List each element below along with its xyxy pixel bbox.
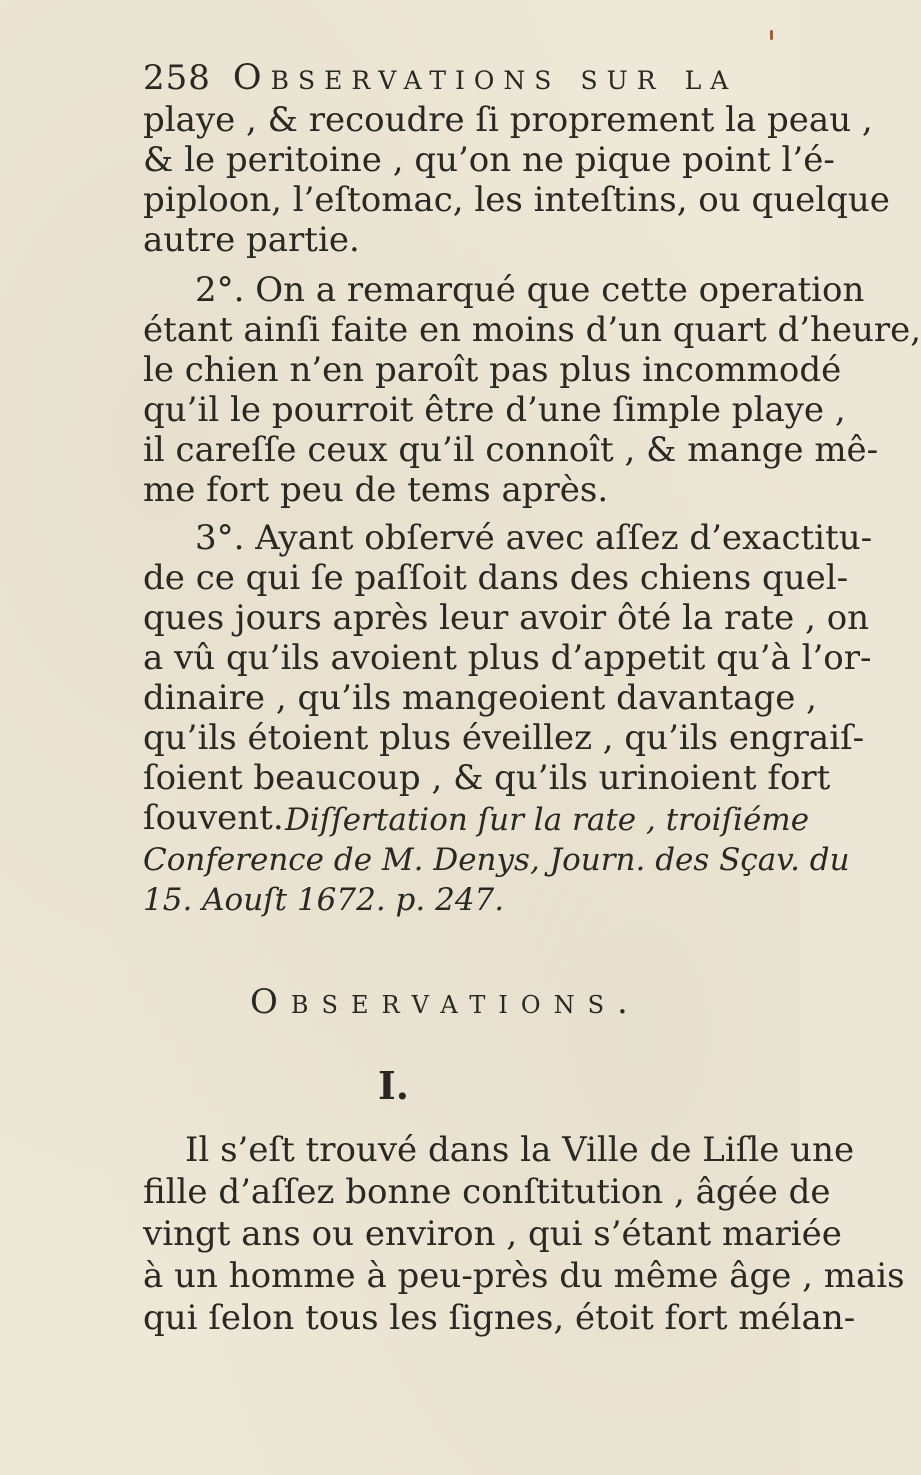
- text-line: étant ainſi faite en moins d’un quart d’heure,: [143, 310, 921, 350]
- text-line: qu’il le pourroit être d’une ſimple playe ,: [143, 390, 846, 430]
- text-line: & le peritoine , qu’on ne pique point l’é-: [143, 140, 835, 180]
- text-line: vingt ans ou environ , qui s’étant mariée: [143, 1214, 842, 1254]
- page-number: 258: [143, 58, 211, 98]
- text-line: playe , & recoudre ſi proprement la peau ,: [143, 100, 873, 140]
- page-header: [143, 58, 763, 102]
- reference-citation: Diſſertation ſur la rate , troiſiéme: [285, 802, 810, 838]
- text-line: il careſſe ceux qu’il connoît , & mange mê-: [143, 430, 879, 470]
- text-line: à un homme à peu-près du même âge , mais: [143, 1256, 905, 1296]
- text-line: dinaire , qu’ils mangeoient davantage ,: [143, 678, 817, 718]
- running-head: Observations sur la: [232, 58, 738, 98]
- text-line: qui ſelon tous les ſignes, étoit fort mélan-: [143, 1298, 856, 1338]
- reference-citation: 15. Aouſt 1672. p. 247.: [143, 882, 505, 918]
- observation-number: I.: [378, 1063, 410, 1108]
- text-line: Il s’eſt trouvé dans la Ville de Liſle une: [185, 1130, 855, 1170]
- text-line: 2°. On a remarqué que cette operation: [195, 270, 865, 310]
- text-line: ques jours après leur avoir ôté la rate , on: [143, 598, 870, 638]
- text-line: fille d’aſſez bonne conſtitution , âgée de: [143, 1172, 831, 1212]
- text-line: me fort peu de tems après.: [143, 470, 609, 510]
- text-line: autre partie.: [143, 220, 360, 260]
- section-heading: Observations.: [250, 982, 641, 1022]
- reference-citation: Conference de M. Denys, Journ. des Sçav. du: [143, 842, 850, 878]
- text-line: a vû qu’ils avoient plus d’appetit qu’à l’or-: [143, 638, 872, 678]
- text-line: 3°. Ayant obſervé avec aſſez d’exactitu-: [195, 518, 873, 558]
- text-line: le chien n’en paroît pas plus incommodé: [143, 350, 842, 390]
- text-line: qu’ils étoient plus éveillez , qu’ils engraiſ-: [143, 718, 865, 758]
- text-line: ſoient beaucoup , & qu’ils urinoient fort: [143, 758, 831, 798]
- text-line: piploon, l’eſtomac, les inteſtins, ou quelque: [143, 180, 890, 220]
- text-line: de ce qui ſe paſſoit dans des chiens quel-: [143, 558, 849, 598]
- ink-mark: [770, 30, 773, 40]
- text-line: ſouvent.: [143, 798, 284, 838]
